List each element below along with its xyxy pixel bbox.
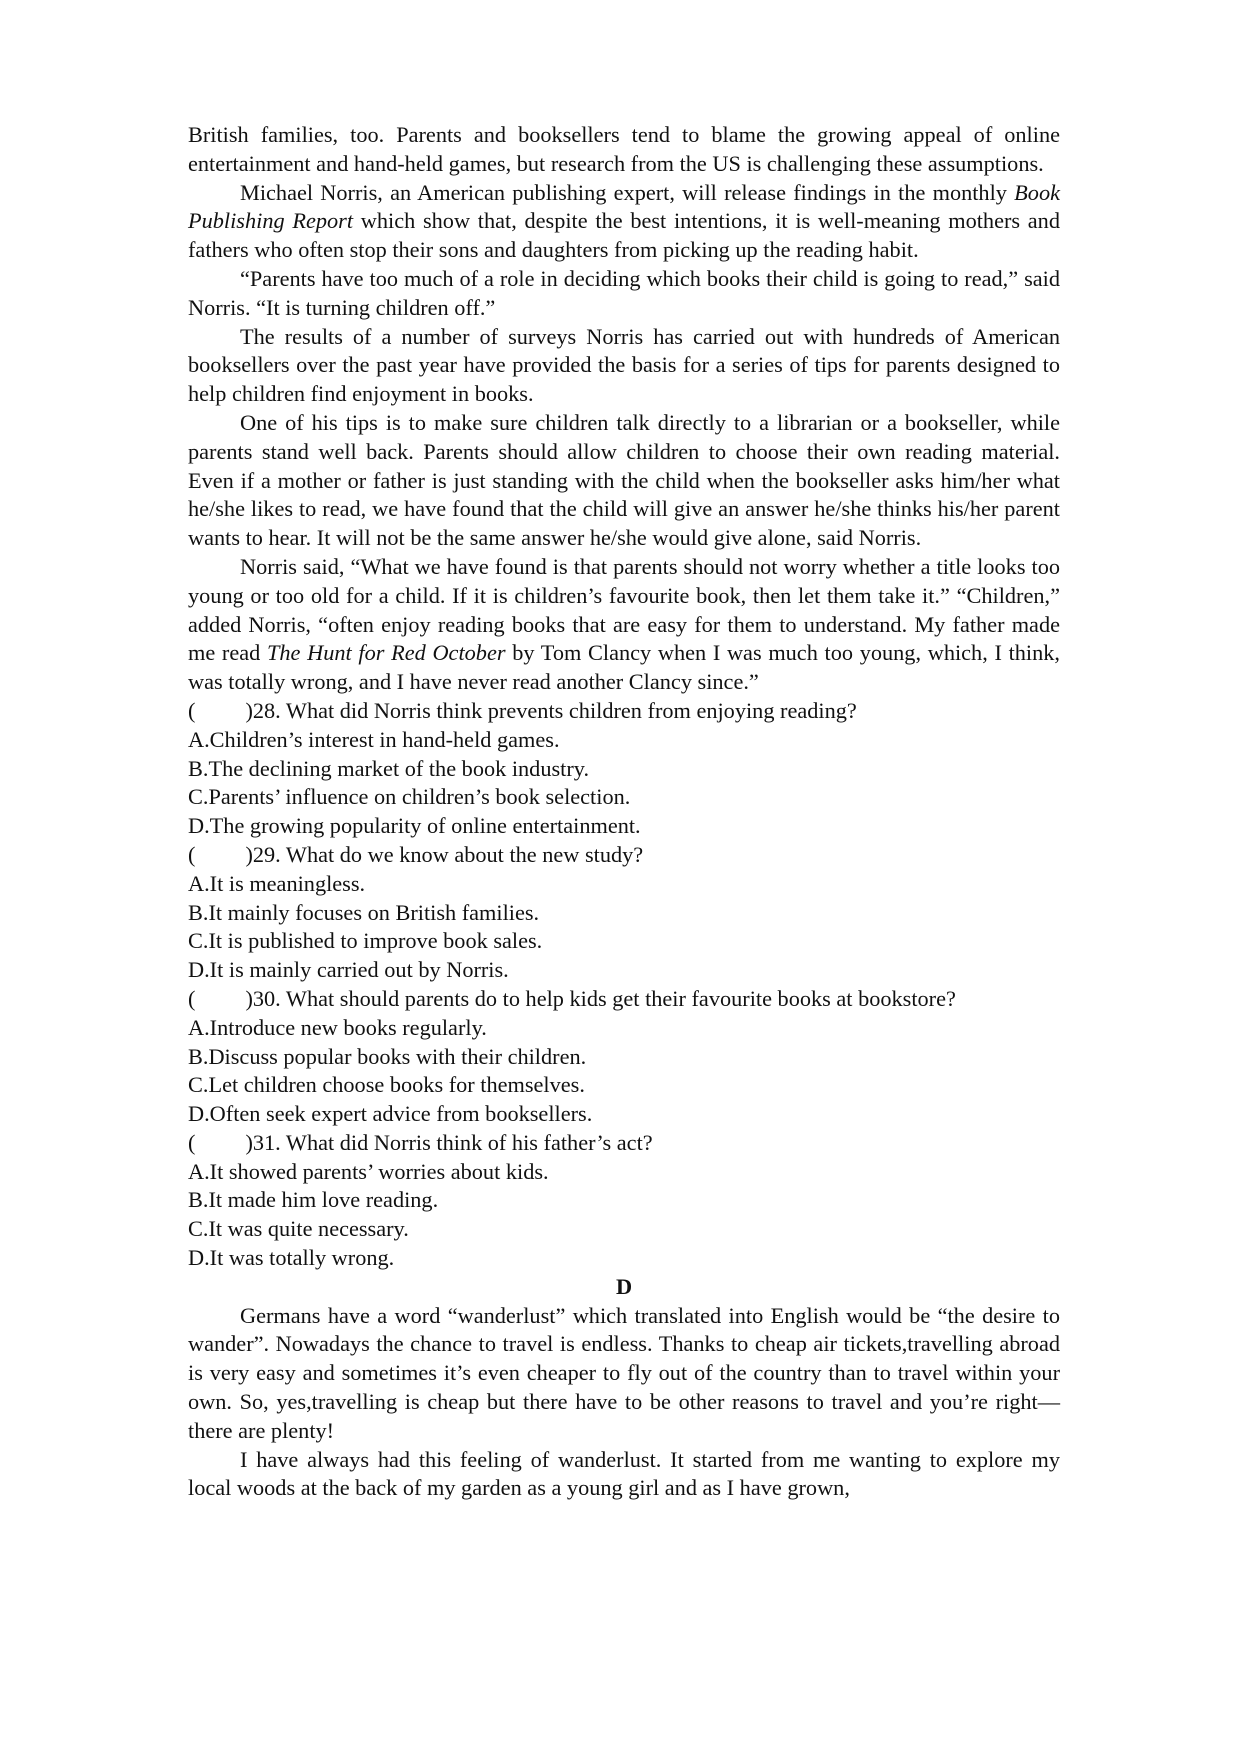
passage-d-paragraph-2: I have always had this feeling of wanderlust. It started from me wanting to explore my local woods at the back of my garden as a young girl and as I have grown, (188, 1446, 1060, 1501)
paragraph-text: which show that, despite the best intentions, it is well-meaning mothers and fathers who often stop their sons and daughters from picking up the reading habit. (188, 208, 1060, 263)
option-28-d: D.The growing popularity of online entertainment. (188, 813, 641, 839)
passage-c-paragraph-1 (188, 179, 1060, 265)
option-31-d: D.It was totally wrong. (188, 1245, 395, 1271)
option-28-a: A.Children’s interest in hand-held games. (188, 726, 560, 752)
paragraph-text: Michael Norris, an American publishing expert, will release findings in the monthly (240, 179, 1015, 205)
answer-bracket-open: ( (188, 841, 196, 867)
option-30-c: C.Let children choose books for themselves. (188, 1072, 585, 1098)
answer-bracket-open: ( (188, 1129, 196, 1155)
option-29-a: A.It is meaningless. (188, 870, 366, 896)
question-28 (188, 697, 1060, 726)
option-31-b: B.It made him love reading. (188, 1187, 439, 1213)
paragraph-text: Norris said, “What we have found is that parents should not worry whether a title looks too young or too old for a child. If it is children’s favourite book, then let them take it.” “Children,” added Norris, “often enjoy reading books that are easy for them to understand. My father made me read (188, 553, 1060, 666)
option-28-b: B.The declining market of the book industry. (188, 755, 590, 781)
option-31-a: A.It showed parents’ worries about kids. (188, 1158, 549, 1184)
section-heading-d: D (615, 1273, 633, 1299)
option-28-c: C.Parents’ influence on children’s book selection. (188, 784, 631, 810)
paragraph-text: by Tom Clancy when I was much too young, which, I think, was totally wrong, and I have never read another Clancy since.” (188, 640, 1060, 695)
question-29 (188, 841, 1060, 870)
option-30-b: B.Discuss popular books with their children. (188, 1043, 587, 1069)
passage-c-paragraph-5 (188, 553, 1060, 697)
question-stem: )31. What did Norris think of his father’s act? (245, 1129, 653, 1155)
option-31-c: C.It was quite necessary. (188, 1216, 409, 1242)
passage-c-paragraph-4: One of his tips is to make sure children talk directly to a librarian or a bookseller, while parents stand well back. Parents should allow children to choose their own reading material. Even if a mother or father is just standing with the child when the bookseller asks him/her what he/she likes to read, we have found that the child will give an answer he/she thinks his/her parent wants to hear. It will not be the same answer he/she would give alone, said Norris. (188, 409, 1060, 551)
passage-c-paragraph-2: “Parents have too much of a role in deciding which books their child is going to read,” said Norris. “It is turning children off.” (188, 265, 1060, 320)
document-page (188, 121, 1060, 1503)
passage-c-paragraph-3: The results of a number of surveys Norris has carried out with hundreds of American booksellers over the past year have provided the basis for a series of tips for parents designed to help children find enjoyment in books. (188, 323, 1060, 407)
answer-bracket-open: ( (188, 985, 196, 1011)
answer-bracket-open: ( (188, 697, 196, 723)
option-29-c: C.It is published to improve book sales. (188, 928, 543, 954)
question-stem: )29. What do we know about the new study? (245, 841, 644, 867)
option-30-d: D.Often seek expert advice from booksellers. (188, 1101, 593, 1127)
passage-d-paragraph-1: Germans have a word “wanderlust” which translated into English would be “the desire to wander”. Nowadays the chance to travel is endless. Thanks to cheap air tickets,travelling abroad is very easy and sometimes it’s even cheaper to fly out of the country than to travel within your own. So, yes,travelling is cheap but there have to be other reasons to travel and you’re right—there are plenty! (188, 1302, 1060, 1443)
option-29-d: D.It is mainly carried out by Norris. (188, 957, 509, 983)
question-31 (188, 1129, 1060, 1158)
option-30-a: A.Introduce new books regularly. (188, 1014, 487, 1040)
passage-c-paragraph-0: British families, too. Parents and booksellers tend to blame the growing appeal of online entertainment and hand-held games, but research from the US is challenging these assumptions. (188, 122, 1060, 176)
option-29-b: B.It mainly focuses on British families. (188, 899, 540, 925)
book-title-report: Book Publishing Report (188, 179, 1060, 234)
question-30 (188, 985, 1060, 1014)
book-title-hunt: The Hunt for Red October (266, 640, 506, 666)
question-stem: )30. What should parents do to help kids get their favourite books at bookstore? (245, 985, 956, 1011)
question-stem: )28. What did Norris think prevents children from enjoying reading? (245, 697, 857, 723)
